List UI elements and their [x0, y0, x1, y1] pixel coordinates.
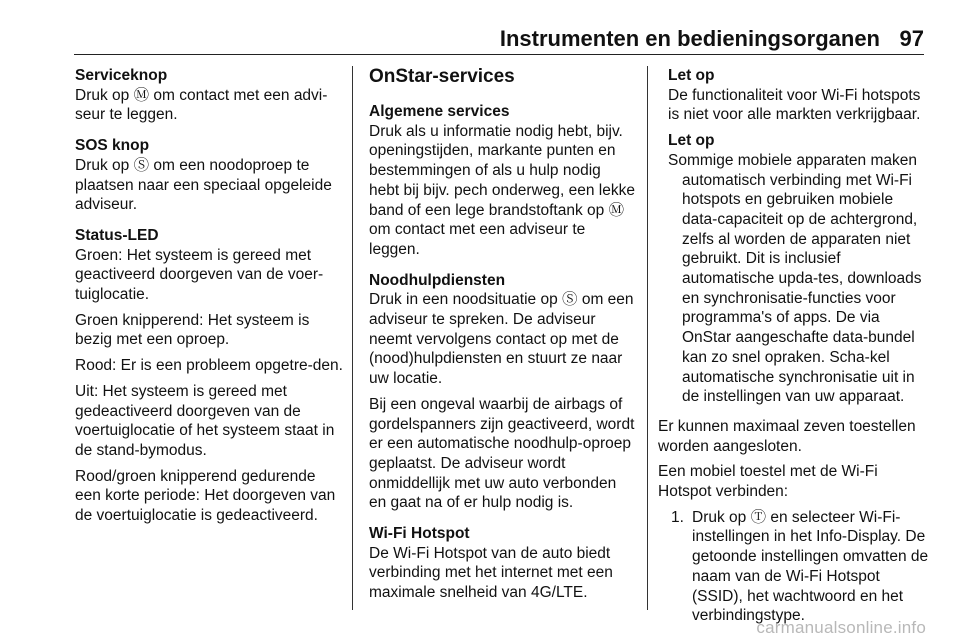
note-2-label: Let op	[668, 132, 715, 150]
column-1	[75, 66, 345, 532]
led-green-blink-text: Groen knipperend: Het systeem is bezig met een oproep.	[75, 311, 310, 349]
service-text: Druk op Ⓜ om contact met een advi-seur te leggen.	[75, 86, 328, 124]
connect-intro-text: Een mobiel toestel met de Wi-Fi Hotspot verbinden:	[658, 463, 878, 501]
step-number: 1.	[671, 508, 684, 526]
general-services-heading: Algemene services	[369, 103, 510, 120]
note-1-text: De functionaliteit voor Wi-Fi hotspots is niet voor alle markten verkrijgbaar.	[668, 86, 921, 124]
list-item	[671, 508, 930, 626]
wifi-hotspot-text: De Wi-Fi Hotspot van de auto biedt verbinding met het internet met een maximale snelheid van 4G/LTE.	[369, 544, 613, 602]
emergency-text: Druk in een noodsituatie op Ⓢ om een adviseur te spreken. De adviseur neemt vervolgens contact op met de (nood)hulpdiensten en stuurt ze naar uw locatie.	[369, 291, 634, 388]
header-title: Instrumenten en bedieningsorganen	[499, 26, 880, 51]
led-heading: Status-LED	[75, 226, 159, 244]
column-divider-1	[352, 66, 353, 610]
note-1-label: Let op	[668, 67, 715, 84]
wifi-hotspot-heading: Wi-Fi Hotspot	[369, 525, 470, 543]
accident-text: Bij een ongeval waarbij de airbags of gordelspanners zijn geactiveerd, wordt er een automatische noodhulp-oproep geplaatst. De adviseur wordt onmiddellijk met uw auto verbonden en gaat na of er hulp nodig is.	[369, 395, 635, 512]
page-header	[0, 0, 960, 56]
led-redgreen-text: Rood/groen knipperend gedurende een korte periode: Het doorgeven van de voertuiglocatie is gedeactiveerd.	[75, 467, 336, 525]
note-2-text: Sommige mobiele apparaten maken automatisch verbinding met Wi-Fi hotspots en gebruiken mobiele data-capaciteit op de achtergrond, zelfs al worden de apparaten niet gebruikt. Dit is inclusief automatische upda-tes, downloads en synchronisatie-functies voor programma's of apps. De via OnStar aangeschafte data-bundel kan zo snel opraken. Scha-kel automatische synchronisatie uit in de instellingen van uw apparaat.	[668, 151, 922, 406]
service-heading: Serviceknop	[75, 67, 168, 84]
column-2	[369, 66, 635, 614]
max-devices-text: Er kunnen maximaal zeven toestellen worden aangesloten.	[658, 417, 916, 455]
column-divider-2	[647, 66, 648, 610]
connect-steps-list	[668, 508, 930, 626]
general-services-text: Druk als u informatie nodig hebt, bijv. openingstijden, markante punten en bestemmingen of als u hulp nodig hebt bij bijv. pech onderweg, een lekke band of een lege brandstoftank op Ⓜ om contact met een adviseur te leggen.	[369, 122, 635, 258]
header-rule	[74, 54, 924, 55]
step-text: Druk op Ⓣ en selecteer Wi-Fi-instellingen in het Info-Display. De getoonde instellingen omvatten de naam van de Wi-Fi Hotspot (SSID), het wachtwoord en het verbindingstype.	[692, 508, 929, 625]
led-green-text: Groen: Het systeem is gereed met geactiveerd doorgeven van de voer-tuiglocatie.	[75, 246, 324, 304]
watermark-logo: carmanualsonline.info	[756, 618, 926, 637]
column-3	[658, 66, 930, 626]
onstar-services-heading: OnStar-services	[369, 66, 515, 87]
led-off-text: Uit: Het systeem is gereed met gedeactiveerd doorgeven van de voertuiglocatie of het systeem staat in de stand-bymodus.	[75, 382, 335, 459]
sos-text: Druk op Ⓢ om een noodoproep te plaatsen naar een speciaal opgeleide adviseur.	[75, 156, 332, 214]
led-red-text: Rood: Er is een probleem opgetre-den.	[75, 357, 343, 375]
sos-heading: SOS knop	[75, 137, 150, 155]
page-number: 97	[899, 26, 924, 51]
emergency-heading: Noodhulpdiensten	[369, 271, 506, 289]
